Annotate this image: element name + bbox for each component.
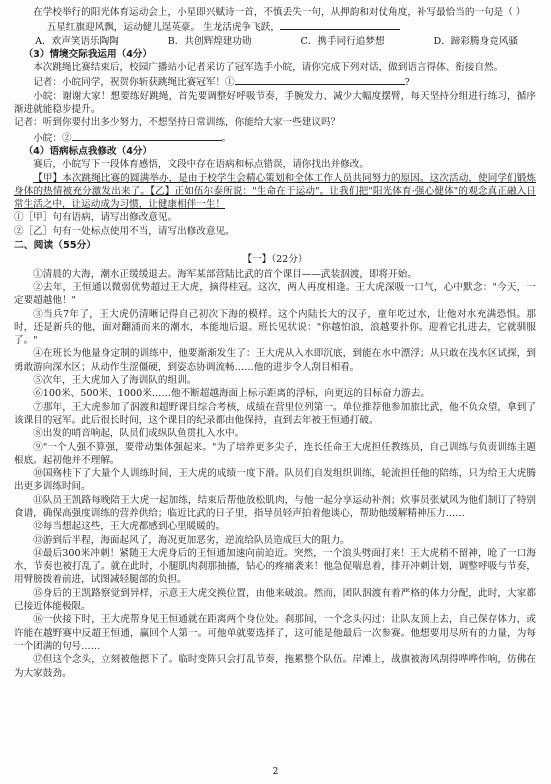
passage-body xyxy=(14,268,536,680)
poem-question-intro: 在学校举行的阳光体育运动会上，小星即兴赋诗一首，不慎丢失一句，从押韵和对仗角度，补写最恰当的一句是（ ） xyxy=(33,7,526,18)
poem-line xyxy=(14,19,536,34)
q3-intro: 本次跳绳比赛结束后，校园广播站小记者采访了冠军选手小皖，请你完成下列对话，做到语言得体、衔接自然。 xyxy=(33,62,504,74)
passage-paragraph: ②去年，王恒通以微弱优势超过王大虎，摘得桂冠。这次，两人再度相逢。王大虎深吸一口气，心中默念："今天，一定要超越他！" xyxy=(14,281,536,307)
passage-paragraph: ⑩国殇桂下了大量个人训练时间，王大虎的成绩一度下滑。队员们自发组织训练，轮流担任他的陪练，只为给王大虎腾出更多训练时间。 xyxy=(14,468,536,493)
poem-line-text: 五星红旗迎风飘，运动健儿逞英豪。 生龙活虎争飞跃， xyxy=(46,22,280,34)
q4-title: （4）语病标点我修改（4分） xyxy=(23,145,153,157)
passage-paragraph: ⑦那年，王大虎参加了泅渡和超野课目综合考核，成绩在营里位列第一。单位推荐他参加旅比武，他不负众望，拿到了该课目的冠军。此后很长时间，这个课目的纪录都由他保持，直到去年被王恒通打破。 xyxy=(14,401,536,426)
section-2-title: 二、阅读（55分） xyxy=(14,240,97,252)
q3-xiaowan-line-2 xyxy=(14,130,536,145)
passage-paragraph: ⑯一伙接下时，王大虎帮身见王恒通就在距离两个身位处。刹那间，一个念头闪过：让队友顶上去，自己保存体力，或许能在越野赛中反超王恒通，赢回个人第一。可他单就要选择了，这可能是他最后一次参赛。他想要用尽所有的力量，为每一个团满的句号…… xyxy=(14,614,536,652)
passage-paragraph: ⑬游到后半程，海面起风了，海况更加恶劣，逆流给队员造成巨大的阻力。 xyxy=(33,534,350,546)
poem-option-b[interactable]: B．共创辉煌建功勋 xyxy=(167,35,252,47)
passage-paragraph: ⑭最后300米冲刺！紧随王大虎身后的王恒通加速向前迫近。突然，一个浪头劈面打来！王大虎稍不留神，呛了一口海水，节奏也被打乱了。就在此时，小腿肌肉刹那抽搐，钻心的疼痛袭来！他急促喘息着，排开冲刺计划，调整呼吸与节奏，用臂膀拨着前进，试图减轻腿部的负担。 xyxy=(14,547,536,586)
q3-reporter-text-1: 记者：小皖同学，祝贺你斩获跳绳比赛冠军！① xyxy=(33,77,235,89)
q4-sub-2: ②［乙］句有一处标点使用不当，请写出修改意见。 xyxy=(14,225,235,237)
q3-answer-blank-1[interactable] xyxy=(235,74,405,85)
poem-option-d[interactable]: D．蹄彩腾身竞风骚 xyxy=(433,35,518,47)
q3-xiaowan-end-2: 。 xyxy=(221,132,232,144)
poem-option-c[interactable]: C．携手同行追梦想 xyxy=(300,35,385,47)
passage-paragraph: ⑥100米、500米、1000米……他不断超越海面上标示距离的浮标，向更远的目标奋力游去。 xyxy=(33,388,431,400)
q3-xiaowan-line-1: 小皖：谢谢大家！想要练好跳绳，首先要调整好呼吸节奏，手腕发力、减少大幅度摆臂，每天坚持分组进行练习，循序渐进就能稳步提升。 xyxy=(14,90,536,116)
q3-reporter-line-2: 记者：听到你要付出多少努力，不想坚持日常训练，你能给大家一些建议吗？ xyxy=(14,117,341,129)
poem-answer-blank[interactable] xyxy=(280,19,400,30)
passage-paragraph: ⑮身后的王凯路察觉到异样，示意王大虎交换位置，由他来破浪。然而，团队泅渡有着严格的体力分配，此时，大家都已接近体能极限。 xyxy=(14,587,536,613)
q3-title: （3）情境交际我运用（4分） xyxy=(23,48,153,60)
page-content xyxy=(14,6,536,680)
page-number: 2 xyxy=(272,767,279,777)
q3-reporter-end-1: ? xyxy=(404,77,410,89)
passage-paragraph: ⑪队员王凯路每晚陪王大虎一起加练，结束后帮他放松肌肉，与他一起分享运动补剂；炊事员张斌风为他们制订了特别食谱，确保高强度训练的营养供给；临近比武的日子里，指导员轻声拍着他谈心，帮助他缓解精神压力…… xyxy=(14,494,536,519)
q4-sub-1: ①［甲］句有语病，请写出修改意见。 xyxy=(14,212,178,224)
passage-paragraph: ⑰但这个念头，立刻被他摁下了。临时变阵只会打乱节奏，拖累整个队伍。岸滩上，战旗被海风刮得哗哗作响，仿佛在为大家鼓劲。 xyxy=(14,654,536,679)
poem-options xyxy=(14,35,536,48)
q3-answer-blank-2[interactable] xyxy=(72,130,222,141)
q3-xiaowan-prefix-2: 小皖：② xyxy=(33,132,72,144)
passage-paragraph: ③当兵7年了，王大虎仍清晰记得自己初次下海的模样。这个内陆长大的汉子，童年吃过水，让他对水充满恐惧。那时，还是新兵的他，面对翻涌而来的潮水，本能地后退。班长见状说："你越怕浪，浪越要扑你。迎着它扎进去，它就驯服了。" xyxy=(14,308,536,347)
passage-paragraph: ④在班长为他量身定制的训练中，他要渐渐发生了：王大虎从入水即沉底，到能在水中漂浮；从只敢在浅水区试探，到勇敢游向深水区；从动作生涩僵硬，到姿态协调流畅……他的进步令人刮目相看。 xyxy=(14,348,536,373)
passage-paragraph: ⑧出发的哨音响起，队员们成纵队鱼贯扎入水中。 xyxy=(33,428,245,440)
q3-reporter-line-1 xyxy=(14,74,536,89)
passage-paragraph: ⑤次年，王大虎加入了海训队的组训。 xyxy=(33,375,197,387)
passage-paragraph: ①清晨的大海，潮水正缓缓退去。海军某部营陆比武的首个课目——武装泅渡，即将开始。 xyxy=(33,268,417,280)
q4-text: 【甲】本次跳绳比赛的圆满举办，是由于校学生会精心策划和全体工作人员共同努力的原因。这次活动，使同学们锻炼身体的热情被充分激发出来了。【乙】正如伍尔泰所说："生命在于运动"。让我们把"阳光体育·强心健体"的观念真正融入日常生活之中，让运动成为习惯，让健康相伴一生！ xyxy=(14,172,536,211)
passage-title: 【一】（22分） xyxy=(242,254,308,266)
q4-intro: 赛后，小皖写下一段体育感悟，文段中存在语病和标点错误，请你找出并修改。 xyxy=(33,159,369,171)
passage-paragraph: ⑨"一个人强不算强，要带动集体强起来。"为了培养更多尖子，连长任命王大虎担任教练员，自己训练与负责训练主题根底。起初他并不理解。 xyxy=(14,441,536,466)
passage-paragraph: ⑫每当想起这些，王大虎都感到心里暖暖的。 xyxy=(33,521,226,533)
poem-option-a[interactable]: A．欢声笑语乐陶陶 xyxy=(35,35,119,47)
